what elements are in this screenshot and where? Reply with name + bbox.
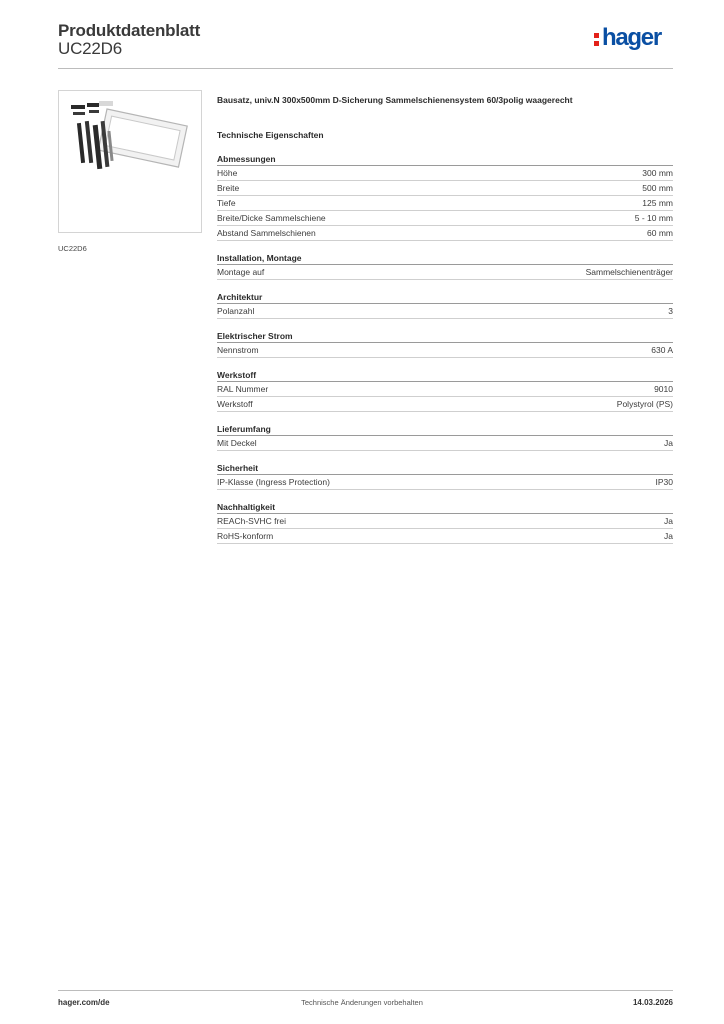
section-spacer — [217, 241, 673, 253]
product-image — [58, 90, 202, 233]
spec-label: Breite/Dicke Sammelschiene — [217, 213, 326, 223]
spec-label: Tiefe — [217, 198, 236, 208]
spec-row — [217, 166, 673, 181]
spec-value: 630 A — [651, 345, 673, 355]
spec-row — [217, 514, 673, 529]
spec-section — [217, 253, 673, 280]
spec-label: REACh-SVHC frei — [217, 516, 286, 526]
footer-date: 14.03.2026 — [632, 998, 673, 1007]
spec-value: Ja — [664, 531, 673, 541]
spec-label: Abstand Sammelschienen — [217, 228, 316, 238]
spec-section — [217, 370, 673, 412]
spec-value: 500 mm — [642, 183, 673, 193]
section-spacer — [217, 319, 673, 331]
spec-label: Nennstrom — [217, 345, 259, 355]
section-heading: Elektrischer Strom — [217, 331, 673, 343]
spec-row — [217, 475, 673, 490]
spec-row — [217, 181, 673, 196]
spec-value: IP30 — [655, 477, 673, 487]
header-divider — [58, 68, 673, 69]
spec-value: 125 mm — [642, 198, 673, 208]
spec-value: 9010 — [654, 384, 673, 394]
spec-section — [217, 463, 673, 490]
spec-value: Ja — [664, 516, 673, 526]
section-heading: Werkstoff — [217, 370, 673, 382]
footer-disclaimer: Technische Änderungen vorbehalten — [301, 998, 423, 1007]
footer-divider — [58, 990, 673, 991]
product-kit-illustration — [59, 91, 201, 232]
spec-value: Polystyrol (PS) — [616, 399, 673, 409]
logo-dot-icon — [594, 33, 599, 38]
spec-section — [217, 154, 673, 241]
hager-logo[interactable] — [594, 24, 674, 59]
spec-row — [217, 304, 673, 319]
spec-value: 60 mm — [647, 228, 673, 238]
image-caption: UC22D6 — [58, 244, 87, 253]
spec-label: Montage auf — [217, 267, 265, 277]
spec-row — [217, 226, 673, 241]
section-heading: Architektur — [217, 292, 673, 304]
spec-section — [217, 424, 673, 451]
spec-row — [217, 211, 673, 226]
spec-label: Polanzahl — [217, 306, 255, 316]
spec-value: 5 - 10 mm — [634, 213, 673, 223]
spec-row — [217, 382, 673, 397]
section-spacer — [217, 280, 673, 292]
section-heading: Sicherheit — [217, 463, 673, 475]
section-spacer — [217, 490, 673, 502]
spec-value: Sammelschienenträger — [585, 267, 673, 277]
tech-heading: Technische Eigenschaften — [217, 130, 324, 140]
spec-row — [217, 265, 673, 280]
section-spacer — [217, 412, 673, 424]
product-code: UC22D6 — [58, 39, 122, 58]
footer-website-link[interactable]: hager.com/de — [58, 998, 110, 1007]
spec-label: RAL Nummer — [217, 384, 269, 394]
spec-label: Mit Deckel — [217, 438, 257, 448]
spec-value: Ja — [664, 438, 673, 448]
section-heading: Nachhaltigkeit — [217, 502, 673, 514]
spec-value: 300 mm — [642, 168, 673, 178]
spec-sections — [217, 154, 673, 544]
spec-label: IP-Klasse (Ingress Protection) — [217, 477, 330, 487]
section-heading: Abmessungen — [217, 154, 673, 166]
spec-label: Breite — [217, 183, 240, 193]
spec-row — [217, 529, 673, 544]
product-description: Bausatz, univ.N 300x500mm D-Sicherung Sammelschienensystem 60/3polig waagerecht — [217, 95, 573, 105]
spec-section — [217, 502, 673, 544]
section-heading: Lieferumfang — [217, 424, 673, 436]
spec-row — [217, 343, 673, 358]
logo-text: hager — [602, 24, 661, 51]
page-title: Produktdatenblatt — [58, 21, 201, 40]
section-spacer — [217, 358, 673, 370]
section-heading: Installation, Montage — [217, 253, 673, 265]
spec-row — [217, 436, 673, 451]
section-spacer — [217, 451, 673, 463]
spec-label: RoHS-konform — [217, 531, 274, 541]
spec-section — [217, 331, 673, 358]
spec-value: 3 — [668, 306, 673, 316]
spec-label: Werkstoff — [217, 399, 253, 409]
spec-content — [217, 95, 673, 544]
spec-row — [217, 397, 673, 412]
spec-section — [217, 292, 673, 319]
logo-dot-icon — [594, 41, 599, 46]
spec-label: Höhe — [217, 168, 238, 178]
spec-row — [217, 196, 673, 211]
